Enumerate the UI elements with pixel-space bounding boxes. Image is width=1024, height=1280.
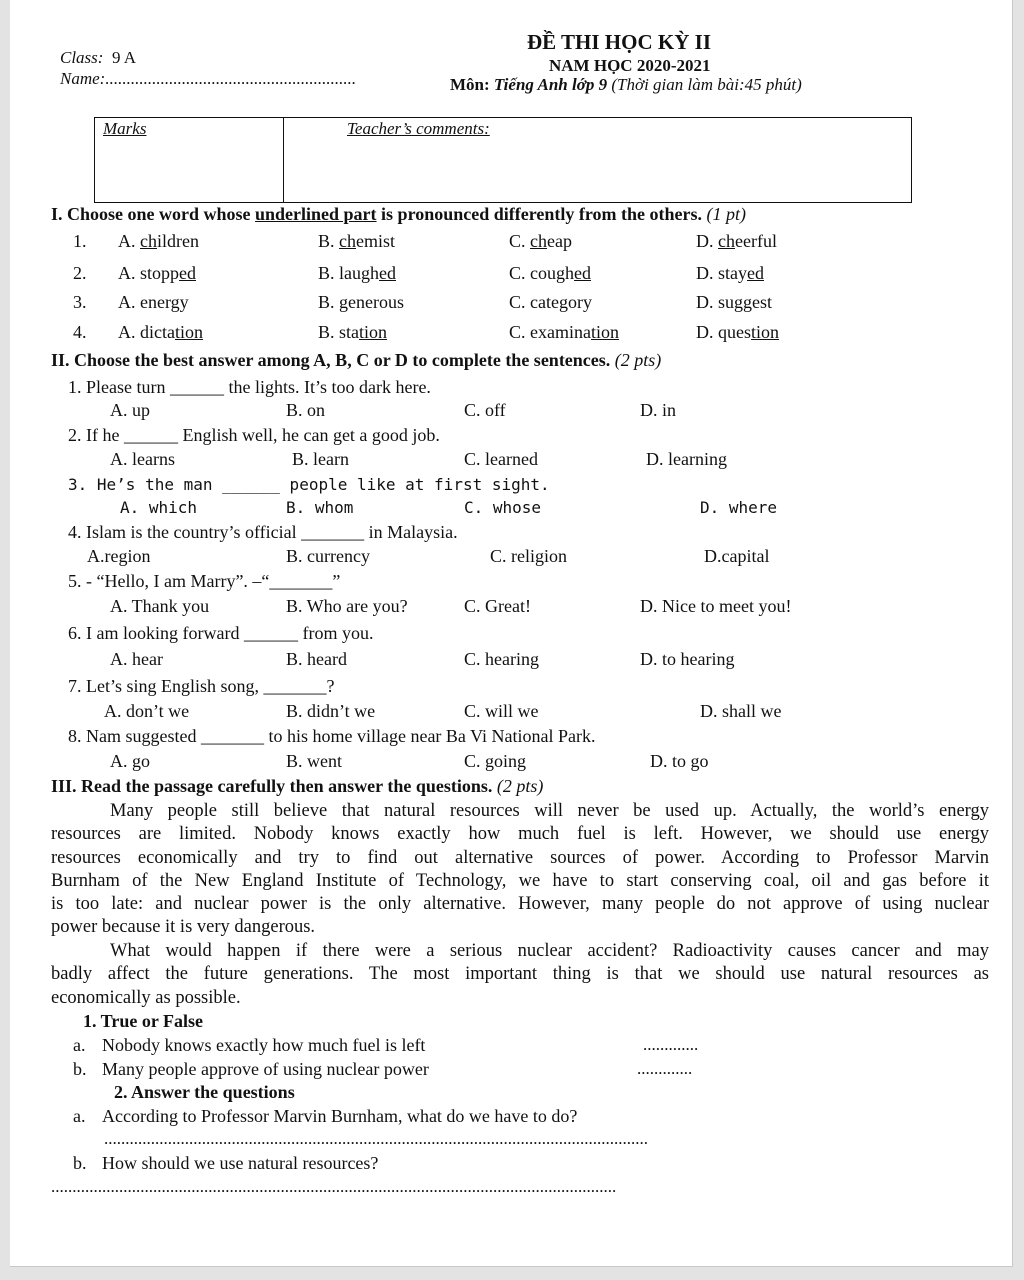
underlined-part: ch — [718, 231, 735, 251]
answer-option: D. in — [640, 400, 676, 420]
passage-line: is too late: and nuclear power is the only alternative. However, many people do not approve of using nuclear — [51, 894, 989, 915]
option-letter: B. — [318, 263, 340, 283]
question-stem: 2. If he ______ English well, he can get a good job. — [68, 425, 440, 445]
underlined-part: tion — [359, 322, 388, 342]
option-text: stopp — [140, 263, 180, 283]
answer-option: B. didn’t we — [286, 701, 376, 721]
answer-blank[interactable]: ............. — [643, 1035, 699, 1054]
question-stem: 5. - “Hello, I am Marry”. –“_______” — [68, 571, 341, 591]
answer-option: D. shall we — [700, 701, 782, 721]
true-false-heading: 1. True or False — [83, 1011, 203, 1031]
option-letter: D. — [696, 322, 718, 342]
answer-option: D. to go — [650, 751, 709, 771]
option-text: laugh — [339, 263, 380, 283]
answer-option: C. learned — [464, 449, 538, 469]
question-stem: 7. Let’s sing English song, _______? — [68, 676, 335, 696]
exam-title: ĐỀ THI HỌC KỲ II — [527, 30, 711, 54]
underlined-part: g — [743, 292, 753, 312]
question-number: 2. — [73, 263, 87, 283]
option-letter: A. — [118, 322, 140, 342]
answer-option — [318, 231, 395, 252]
statement-text: Many people approve of using nuclear power — [102, 1059, 429, 1079]
answer-option: B. Who are you? — [286, 596, 408, 616]
passage-line: badly affect the future generations. The most important thing is that we should use natural resources as — [51, 964, 989, 985]
option-letter: D. — [696, 292, 718, 312]
answer-option: C. off — [464, 400, 506, 420]
exam-page — [10, 0, 1013, 1267]
answer-option — [118, 292, 189, 313]
question-stem: 4. Islam is the country’s official _______ in Malaysia. — [68, 522, 458, 542]
option-letter: C. — [509, 231, 531, 251]
answer-option — [696, 322, 779, 343]
option-text: dicta — [140, 322, 175, 342]
answer-option: B. on — [286, 400, 326, 420]
option-text: sug — [718, 292, 744, 312]
answer-option — [318, 263, 396, 284]
answer-option: B. whom — [286, 498, 354, 517]
answer-option — [118, 322, 203, 343]
name-field: Name:........................................................... — [60, 69, 357, 88]
marks-label: Marks — [103, 119, 147, 138]
passage-line: Burnham of the New England Institute of Technology, we have to start conserving coal, oil and gas before it — [51, 870, 989, 891]
answer-option — [509, 231, 572, 252]
underlined-part: ed — [179, 263, 197, 283]
option-text: y — [179, 292, 189, 312]
passage-line: resources are limited. Nobody knows exactly how much fuel is left. However, we should use energy — [51, 824, 989, 845]
option-text: ildren — [157, 231, 199, 251]
option-text: examina — [530, 322, 591, 342]
option-text: est — [752, 292, 773, 312]
answer-option: C. going — [464, 751, 527, 771]
school-year: NAM HỌC 2020-2021 — [549, 56, 711, 75]
question-number: 3. — [73, 292, 87, 312]
question-stem: 8. Nam suggested _______ to his home village near Ba Vi National Park. — [68, 726, 596, 746]
underlined-part: g — [170, 292, 180, 312]
underlined-part: tion — [591, 322, 620, 342]
underlined-part: ed — [574, 263, 592, 283]
answer-option: B. heard — [286, 649, 347, 669]
answer-option: A. don’t we — [104, 701, 190, 721]
question-stem: 3. He’s the man ______ people like at first sight. — [68, 475, 550, 494]
answer-option: A. Thank you — [110, 596, 210, 616]
question-stem: 6. I am looking forward ______ from you. — [68, 623, 374, 643]
class-label: Class: 9 A — [60, 48, 137, 67]
question-text: According to Professor Marvin Burnham, what do we have to do? — [102, 1106, 578, 1126]
answer-option: A.region — [87, 546, 151, 566]
underlined-part: ch — [140, 231, 157, 251]
option-text: sta — [339, 322, 360, 342]
option-letter: A. — [118, 231, 140, 251]
option-letter: B. — [318, 292, 340, 312]
answer-line[interactable]: ..................................................................................................................................... — [51, 1177, 617, 1196]
question-text: How should we use natural resources? — [102, 1153, 379, 1173]
answer-option: D. Nice to meet you! — [640, 596, 792, 616]
answer-questions-heading: 2. Answer the questions — [114, 1082, 295, 1102]
answer-option: D. to hearing — [640, 649, 735, 669]
option-letter: C. — [509, 263, 531, 283]
subject-line: Môn: Tiếng Anh lớp 9 (Thời gian làm bài:45 phút) — [450, 75, 802, 94]
item-label: a. — [73, 1035, 86, 1055]
answer-option: A. hear — [110, 649, 163, 669]
underlined-part: g — [558, 292, 568, 312]
option-text: stay — [718, 263, 747, 283]
underlined-part: ed — [747, 263, 764, 283]
answer-option: C. religion — [490, 546, 567, 566]
answer-option: D.capital — [704, 546, 770, 566]
answer-option: C. whose — [464, 498, 542, 517]
option-letter: A. — [118, 292, 140, 312]
option-letter: C. — [509, 322, 531, 342]
answer-option — [318, 292, 404, 313]
underlined-part: tion — [174, 322, 203, 342]
underlined-part: ch — [339, 231, 357, 251]
item-label: b. — [73, 1059, 87, 1079]
answer-option: B. learn — [292, 449, 349, 469]
answer-option — [509, 292, 592, 313]
answer-option: D. where — [700, 498, 778, 517]
answer-option: C. hearing — [464, 649, 539, 669]
option-letter: D. — [696, 263, 718, 283]
answer-option: C. will we — [464, 701, 539, 721]
option-letter: B. — [318, 231, 340, 251]
answer-option: D. learning — [646, 449, 727, 469]
passage-line: Many people still believe that natural resources will never be used up. Actually, the world’s energy — [110, 801, 989, 821]
section1-heading: I. Choose one word whose underlined part is pronounced differently from the others. (1 pt) — [51, 204, 747, 224]
option-text: enerous — [348, 292, 404, 312]
underlined-part: tion — [751, 322, 780, 342]
option-letter: A. — [118, 263, 140, 283]
answer-blank[interactable]: ............. — [637, 1059, 693, 1078]
underlined-part: ed — [379, 263, 397, 283]
option-letter: D. — [696, 231, 718, 251]
passage-line: power because it is very dangerous. — [51, 917, 316, 938]
item-label: b. — [73, 1153, 87, 1173]
section3-heading: III. Read the passage carefully then answer the questions. (2 pts) — [51, 776, 544, 796]
statement-text: Nobody knows exactly how much fuel is left — [102, 1035, 426, 1055]
answer-option — [509, 263, 591, 284]
underlined-part: ch — [530, 231, 548, 251]
answer-option: A. up — [110, 400, 150, 420]
grade-box — [94, 117, 912, 203]
answer-option — [696, 263, 764, 284]
option-text: cate — [530, 292, 559, 312]
section2-heading: II. Choose the best answer among A, B, C or D to complete the sentences. (2 pts) — [51, 350, 662, 370]
option-text: eerful — [735, 231, 777, 251]
answer-option: B. currency — [286, 546, 370, 566]
answer-option: A. which — [120, 498, 198, 517]
passage-paragraph-2 — [51, 940, 989, 1010]
answer-option: A. go — [110, 751, 150, 771]
passage-line: resources economically and try to find out alternative sources of power. According to Professor Marvin — [51, 847, 989, 868]
answer-option: A. learns — [110, 449, 175, 469]
answer-option — [318, 322, 387, 343]
answer-option — [118, 231, 199, 252]
option-text: emist — [356, 231, 396, 251]
option-text: cough — [530, 263, 575, 283]
option-text: ener — [140, 292, 171, 312]
answer-option: B. went — [286, 751, 342, 771]
answer-line[interactable]: ................................................................................................................................ — [104, 1129, 648, 1148]
option-text: ory — [567, 292, 592, 312]
option-text: eap — [547, 231, 572, 251]
answer-option — [696, 292, 772, 313]
option-letter: B. — [318, 322, 340, 342]
answer-option — [118, 263, 196, 284]
question-stem: 1. Please turn ______ the lights. It’s too dark here. — [68, 377, 431, 397]
answer-option: C. Great! — [464, 596, 531, 616]
item-label: a. — [73, 1106, 86, 1126]
option-text: ques — [718, 322, 751, 342]
passage-paragraph-1 — [51, 800, 989, 940]
answer-option — [509, 322, 619, 343]
passage-line: economically as possible. — [51, 987, 241, 1008]
option-letter: C. — [509, 292, 531, 312]
teacher-comments-label: Teacher’s comments: — [347, 119, 490, 138]
question-number: 1. — [73, 231, 87, 251]
passage-line: What would happen if there were a serious nuclear accident? Radioactivity causes cancer and may — [110, 941, 989, 961]
question-number: 4. — [73, 322, 87, 342]
answer-option — [696, 231, 777, 252]
underlined-part: g — [339, 292, 349, 312]
